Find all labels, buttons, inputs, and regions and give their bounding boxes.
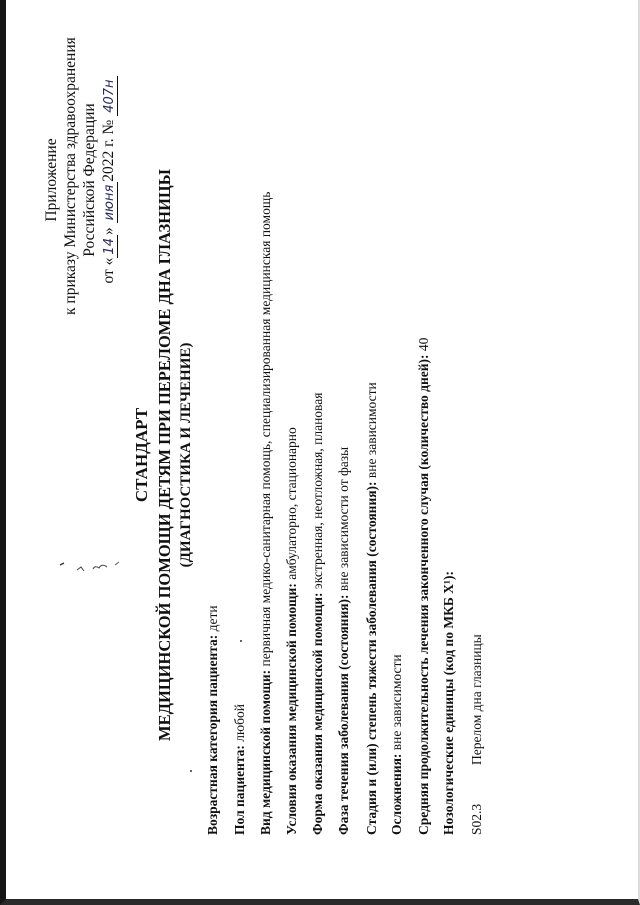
icd-code: S02.3 bbox=[469, 803, 484, 835]
field-care-conditions: Условия оказания медицинской помощи: амбулаторно, стационарно bbox=[284, 427, 299, 835]
approval-block bbox=[42, 37, 119, 315]
handwritten-day: 14 bbox=[102, 235, 118, 258]
appendix-label: Приложение bbox=[43, 138, 60, 222]
handwritten-number: 407н bbox=[102, 76, 118, 115]
field-treatment-duration: Средняя продолжительность лечения законченного случая (количество дней): 40 bbox=[416, 337, 431, 835]
order-prefix: к приказу bbox=[62, 251, 79, 315]
scan-marks-icon bbox=[55, 545, 135, 585]
ministry-name: Министерства здравоохранения bbox=[62, 37, 79, 248]
field-disease-stage: Стадия и (или) степень тяжести заболевания (состояния): вне зависимости bbox=[364, 382, 379, 835]
title-subtitle: (ДИАГНОСТИКА И ЛЕЧЕНИЕ) bbox=[178, 342, 194, 568]
title-main: МЕДИЦИНСКОЙ ПОМОЩИ ДЕТЯМ ПРИ ПЕРЕЛОМЕ ДНА ГЛАЗНИЦЫ bbox=[155, 169, 174, 741]
field-care-type: Вид медицинской помощи: первичная медико-санитарная помощь, специализированная медицинская помощь bbox=[258, 191, 273, 835]
field-age-category: Возрастная категория пациента: дети bbox=[205, 605, 220, 835]
country-name: Российской Федерации bbox=[81, 103, 98, 257]
date-prefix: от « bbox=[100, 257, 117, 284]
order-date-line bbox=[99, 45, 119, 315]
title-standard: СТАНДАРТ bbox=[132, 407, 151, 503]
standard-title bbox=[130, 135, 196, 775]
field-disease-phase: Фаза течения заболевания (состояния): вне зависимости от фазы bbox=[336, 446, 351, 835]
order-ministry-line bbox=[61, 37, 80, 315]
handwritten-month: июня bbox=[102, 182, 118, 224]
date-mid: » bbox=[100, 227, 117, 236]
order-year: 2022 г. № bbox=[100, 119, 117, 182]
field-complications: Осложнения: вне зависимости bbox=[389, 654, 404, 835]
field-nosological-units: Нозологические единицы (код по МКБ X¹): bbox=[441, 571, 456, 835]
scan-speck bbox=[240, 640, 242, 642]
scan-speck bbox=[190, 770, 192, 772]
icd-name: Перелом дна глазницы bbox=[469, 634, 484, 765]
field-care-form: Форма оказания медицинской помощи: экстренная, неотложная, плановая bbox=[310, 392, 325, 835]
field-sex: Пол пациента: любой bbox=[232, 704, 247, 835]
